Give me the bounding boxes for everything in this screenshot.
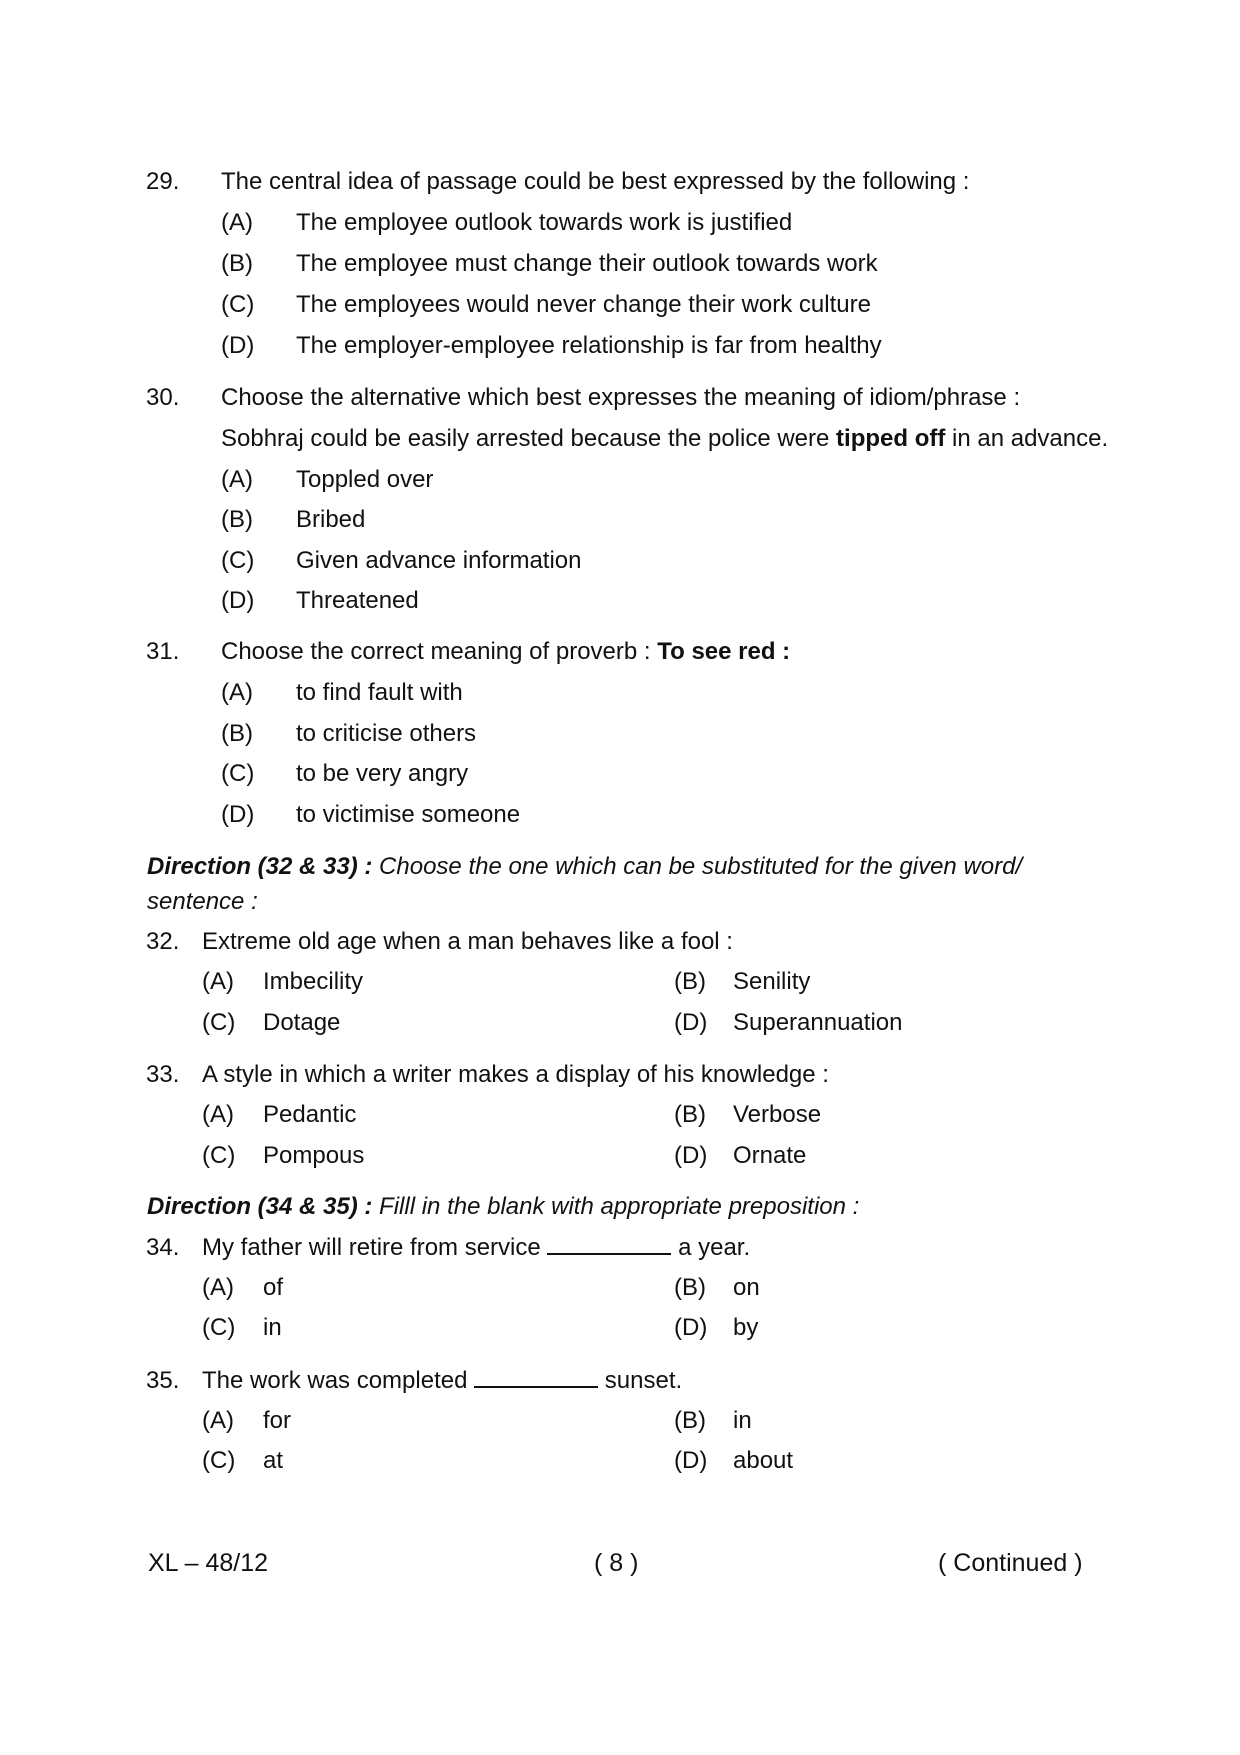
q31-option-c-label: (C) [221, 760, 255, 787]
direction-32-33-text: Choose the one which can be substituted for the given word/ [372, 853, 1023, 880]
q30-option-d-label: (D) [221, 587, 255, 614]
question-31-number: 31. [146, 638, 180, 665]
q35-option-d-text: about [733, 1447, 794, 1474]
question-34-text [202, 1233, 750, 1263]
q31-option-c-text: to be very angry [296, 760, 469, 787]
q34-option-a-text: of [263, 1274, 284, 1301]
q31-proverb: To see red : [657, 638, 791, 665]
direction-34-35-heading: Direction (34 & 35) : [147, 1193, 373, 1220]
q29-option-b-text: The employee must change their outlook towards work [296, 250, 878, 277]
question-30-text: Choose the alternative which best expresses the meaning of idiom/phrase : [221, 384, 1021, 411]
q32-option-c-text: Dotage [263, 1009, 341, 1036]
q30-option-b-text: Bribed [296, 506, 366, 533]
q33-option-d-label: (D) [674, 1142, 708, 1169]
question-30-number: 30. [146, 384, 180, 411]
q34-text-pre: My father will retire from service [202, 1234, 548, 1261]
question-30-sentence [221, 424, 1108, 454]
q31-option-a-text: to find fault with [296, 679, 463, 706]
question-33-number: 33. [146, 1061, 180, 1088]
q30-option-a-label: (A) [221, 466, 253, 493]
question-35-text [202, 1366, 682, 1396]
question-33-text: A style in which a writer makes a display of his knowledge : [202, 1061, 829, 1088]
q34-option-b-label: (B) [674, 1274, 706, 1301]
q30-option-c-text: Given advance information [296, 547, 582, 574]
q30-sentence-idiom: tipped off [836, 425, 946, 452]
q32-option-a-label: (A) [202, 968, 234, 995]
q32-option-b-label: (B) [674, 968, 706, 995]
direction-34-35-text: Filll in the blank with appropriate preposition : [372, 1193, 860, 1220]
q34-option-d-text: by [733, 1314, 759, 1341]
q34-option-b-text: on [733, 1274, 760, 1301]
q30-option-a-text: Toppled over [296, 466, 434, 493]
q30-sentence-pre: Sobhraj could be easily arrested because the police were [221, 425, 837, 452]
q31-text: Choose the correct meaning of proverb : [221, 638, 658, 665]
q31-option-b-label: (B) [221, 720, 253, 747]
q29-option-d-label: (D) [221, 332, 255, 359]
question-32-text: Extreme old age when a man behaves like a fool : [202, 928, 733, 955]
q32-option-d-label: (D) [674, 1009, 708, 1036]
q29-option-c-text: The employees would never change their work culture [296, 291, 871, 318]
q34-option-d-label: (D) [674, 1314, 708, 1341]
q29-option-d-text: The employer-employee relationship is far from healthy [296, 332, 882, 359]
q33-option-c-label: (C) [202, 1142, 236, 1169]
q35-text-pre: The work was completed [202, 1367, 475, 1394]
q29-option-b-label: (B) [221, 250, 253, 277]
q31-option-d-text: to victimise someone [296, 801, 521, 828]
q29-option-a-label: (A) [221, 209, 253, 236]
q30-option-c-label: (C) [221, 547, 255, 574]
q31-option-b-text: to criticise others [296, 720, 477, 747]
q31-option-d-label: (D) [221, 801, 255, 828]
question-34-number: 34. [146, 1234, 180, 1261]
q35-option-c-label: (C) [202, 1447, 236, 1474]
q29-option-c-label: (C) [221, 291, 255, 318]
direction-34-35 [147, 1192, 859, 1222]
q33-option-c-text: Pompous [263, 1142, 365, 1169]
question-29-text: The central idea of passage could be best expressed by the following : [221, 168, 970, 195]
direction-32-33-continued: sentence : [147, 888, 258, 915]
q33-option-a-label: (A) [202, 1101, 234, 1128]
q35-option-a-text: for [263, 1407, 292, 1434]
q35-option-b-label: (B) [674, 1407, 706, 1434]
q35-blank [474, 1366, 598, 1388]
q32-option-a-text: Imbecility [263, 968, 364, 995]
q34-option-c-label: (C) [202, 1314, 236, 1341]
q30-option-d-text: Threatened [296, 587, 419, 614]
footer-continued: ( Continued ) [938, 1549, 1083, 1577]
q33-option-b-label: (B) [674, 1101, 706, 1128]
q35-option-b-text: in [733, 1407, 752, 1434]
q33-option-a-text: Pedantic [263, 1101, 357, 1128]
q29-option-a-text: The employee outlook towards work is justified [296, 209, 793, 236]
question-32-number: 32. [146, 928, 180, 955]
footer-paper-code: XL – 48/12 [148, 1549, 269, 1577]
q35-text-post: sunset. [598, 1367, 683, 1394]
q30-option-b-label: (B) [221, 506, 253, 533]
direction-32-33 [147, 852, 1085, 882]
q34-blank [547, 1233, 671, 1255]
q33-option-b-text: Verbose [733, 1101, 822, 1128]
q32-option-b-text: Senility [733, 968, 811, 995]
q33-option-d-text: Ornate [733, 1142, 807, 1169]
question-29-number: 29. [146, 168, 180, 195]
q35-option-d-label: (D) [674, 1447, 708, 1474]
question-35-number: 35. [146, 1367, 180, 1394]
q35-option-c-text: at [263, 1447, 284, 1474]
q34-text-post: a year. [671, 1234, 751, 1261]
q35-option-a-label: (A) [202, 1407, 234, 1434]
q32-option-c-label: (C) [202, 1009, 236, 1036]
footer-page-number: ( 8 ) [594, 1549, 639, 1577]
q34-option-a-label: (A) [202, 1274, 234, 1301]
q34-option-c-text: in [263, 1314, 282, 1341]
q32-option-d-text: Superannuation [733, 1009, 903, 1036]
q31-option-a-label: (A) [221, 679, 253, 706]
question-31-text [221, 637, 790, 667]
q30-sentence-post: in an advance. [945, 425, 1109, 452]
direction-32-33-heading: Direction (32 & 33) : [147, 853, 373, 880]
